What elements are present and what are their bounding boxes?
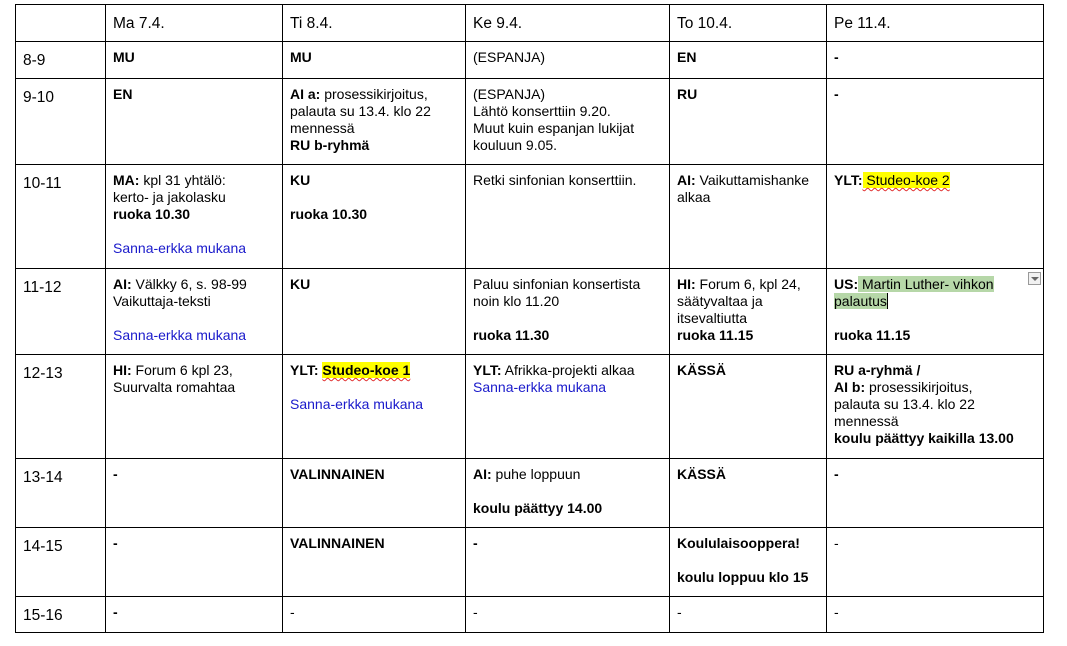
cell-fri-14-15[interactable]: -: [827, 528, 1044, 597]
cell-line: noin klo 11.20: [473, 293, 560, 309]
cell-line: koulu loppuu klo 15: [677, 569, 809, 585]
cell-wed-12-13[interactable]: [466, 355, 670, 459]
cell-line: Vaikuttaja-teksti: [113, 293, 211, 309]
time-slot-cell[interactable]: 12-13: [16, 355, 106, 459]
cell-line: KU: [290, 172, 311, 188]
blank-line: [113, 223, 275, 240]
cell-line: RU b-ryhmä: [290, 137, 370, 153]
blank-line: [473, 310, 662, 327]
cell-line: [677, 172, 819, 189]
cell-thu-12-13[interactable]: KÄSSÄ: [670, 355, 827, 459]
cell-line: ruoka 11.15: [834, 327, 911, 343]
corner-cell[interactable]: [16, 5, 106, 42]
cell-thu-11-12[interactable]: [670, 269, 827, 355]
cell-line: ruoka 10.30: [290, 206, 368, 222]
schedule-table: [15, 4, 1044, 633]
cell-line: kouluun 9.05.: [473, 137, 558, 153]
cell-mon-12-13[interactable]: [106, 355, 283, 459]
cell-line: [113, 172, 275, 189]
highlighted-text: Martin Luther- vihkon: [858, 276, 994, 292]
subject-label: AI:: [113, 276, 132, 292]
cell-fri-12-13[interactable]: [827, 355, 1044, 459]
subject-label: AI:: [677, 172, 696, 188]
cell-thu-13-14[interactable]: KÄSSÄ: [670, 459, 827, 528]
cell-line: [113, 276, 275, 293]
cell-mon-15-16[interactable]: -: [106, 597, 283, 633]
blank-line: [290, 189, 458, 206]
cell-wed-8-9[interactable]: (ESPANJA): [466, 42, 670, 79]
cell-line: Koululaisooppera!: [677, 535, 800, 551]
cell-fri-8-9[interactable]: -: [827, 42, 1044, 79]
cell-line: säätyvaltaa ja: [677, 293, 763, 309]
cell-line: [473, 362, 662, 379]
blank-line: [834, 310, 1036, 327]
cell-text: Afrikka-projekti alkaa: [501, 362, 635, 378]
time-slot-cell[interactable]: 10-11: [16, 165, 106, 269]
cell-line: Sanna-erkka mukana: [473, 379, 607, 395]
subject-label: AI a:: [290, 86, 321, 102]
cell-tue-15-16[interactable]: -: [283, 597, 466, 633]
table-row: [16, 528, 1044, 597]
subject-label: MA:: [113, 172, 140, 188]
highlighted-text: Studeo-koe 2: [862, 172, 950, 188]
cell-mon-13-14[interactable]: -: [106, 459, 283, 528]
cell-thu-8-9[interactable]: EN: [670, 42, 827, 79]
cell-tue-10-11[interactable]: [283, 165, 466, 269]
cell-thu-10-11[interactable]: [670, 165, 827, 269]
cell-line: mennessä: [290, 120, 355, 136]
cell-text: puhe loppuun: [491, 466, 581, 482]
cell-line: palauta su 13.4. klo 22: [290, 103, 431, 119]
cell-line: Lähtö konserttiin 9.20.: [473, 103, 611, 119]
cell-mon-14-15[interactable]: -: [106, 528, 283, 597]
cell-mon-10-11[interactable]: [106, 165, 283, 269]
cell-fri-13-14[interactable]: -: [827, 459, 1044, 528]
cell-line: itsevaltiutta: [677, 310, 748, 326]
cell-tue-13-14[interactable]: VALINNAINEN: [283, 459, 466, 528]
cell-line: [834, 293, 1036, 310]
time-slot-cell[interactable]: 11-12: [16, 269, 106, 355]
cell-wed-9-10[interactable]: [466, 79, 670, 165]
cell-text: prosessikirjoitus,: [865, 379, 973, 395]
cell-text: prosessikirjoitus,: [320, 86, 428, 102]
header-row: [16, 5, 1044, 42]
highlighted-text: Studeo-koe 1: [322, 362, 411, 378]
subject-label: HI:: [113, 362, 132, 378]
table-row: [16, 79, 1044, 165]
cell-text: Vaikuttamishanke: [695, 172, 810, 188]
table-row: [16, 459, 1044, 528]
cell-line: Suurvalta romahtaa: [113, 379, 236, 395]
subject-label: YLT:: [290, 362, 319, 378]
text-cursor: [887, 293, 888, 309]
cell-fri-15-16[interactable]: -: [827, 597, 1044, 633]
table-row: [16, 269, 1044, 355]
cell-line: [113, 362, 275, 379]
cell-line: Paluu sinfonian konsertista: [473, 276, 641, 292]
cell-line: Sanna-erkka mukana: [113, 240, 247, 256]
cell-line: RU a-ryhmä /: [834, 362, 921, 378]
subject-label: AI:: [473, 466, 492, 482]
cell-line: [834, 379, 1036, 396]
cell-fri-9-10[interactable]: -: [827, 79, 1044, 165]
highlighted-text: palautus: [834, 293, 887, 309]
time-slot-cell[interactable]: 9-10: [16, 79, 106, 165]
cell-wed-15-16[interactable]: -: [466, 597, 670, 633]
cell-wed-14-15[interactable]: -: [466, 528, 670, 597]
cell-tue-8-9[interactable]: MU: [283, 42, 466, 79]
cell-mon-11-12[interactable]: [106, 269, 283, 355]
day-header-thursday[interactable]: To 10.4.: [670, 5, 827, 42]
table-row: [16, 165, 1044, 269]
cell-text: Forum 6 kpl 23,: [131, 362, 233, 378]
day-header-monday[interactable]: Ma 7.4.: [106, 5, 283, 42]
cell-wed-10-11[interactable]: Retki sinfonian konserttiin.: [466, 165, 670, 269]
cell-line: palauta su 13.4. klo 22: [834, 396, 975, 412]
cell-text: Välkky 6, s. 98-99: [131, 276, 247, 292]
blank-line: [473, 483, 662, 500]
cell-line: koulu päättyy 14.00: [473, 500, 603, 516]
cell-fri-10-11[interactable]: [827, 165, 1044, 269]
time-slot-cell[interactable]: 8-9: [16, 42, 106, 79]
cell-text: kpl 31 yhtälö:: [139, 172, 226, 188]
cell-line: Muut kuin espanjan lukijat: [473, 120, 635, 136]
cell-line: koulu päättyy kaikilla 13.00: [834, 430, 1014, 446]
subject-label: HI:: [677, 276, 696, 292]
cell-line: [473, 466, 662, 483]
cell-text: Forum 6, kpl 24,: [695, 276, 801, 292]
cell-line: ruoka 11.30: [473, 327, 550, 343]
table-row: [16, 597, 1044, 633]
subject-label: YLT:: [473, 362, 502, 378]
cell-wed-11-12[interactable]: [466, 269, 670, 355]
cell-tue-14-15[interactable]: VALINNAINEN: [283, 528, 466, 597]
cell-line: alkaa: [677, 189, 711, 205]
cell-wed-13-14[interactable]: [466, 459, 670, 528]
cell-mon-8-9[interactable]: MU: [106, 42, 283, 79]
cell-line: [834, 172, 1036, 189]
cell-tue-9-10[interactable]: [283, 79, 466, 165]
day-header-tuesday[interactable]: Ti 8.4.: [283, 5, 466, 42]
cell-line: mennessä: [834, 413, 899, 429]
cell-line: ruoka 11.15: [677, 327, 754, 343]
cell-thu-15-16[interactable]: -: [670, 597, 827, 633]
time-slot-cell[interactable]: 13-14: [16, 459, 106, 528]
time-slot-cell[interactable]: 14-15: [16, 528, 106, 597]
cell-line: Sanna-erkka mukana: [290, 396, 424, 412]
cell-mon-9-10[interactable]: EN: [106, 79, 283, 165]
blank-line: [113, 310, 275, 327]
cell-tue-11-12[interactable]: KU: [283, 269, 466, 355]
cell-line: [290, 86, 458, 103]
cell-dropdown-icon[interactable]: [1028, 272, 1041, 285]
cell-line: [677, 276, 819, 293]
subject-label: AI b:: [834, 379, 866, 395]
time-slot-cell[interactable]: 15-16: [16, 597, 106, 633]
subject-label: US:: [834, 276, 859, 292]
cell-thu-9-10[interactable]: RU: [670, 79, 827, 165]
cell-line: ruoka 10.30: [113, 206, 191, 222]
cell-fri-11-12[interactable]: [827, 269, 1044, 355]
cell-tue-12-13[interactable]: [283, 355, 466, 459]
blank-line: [290, 379, 458, 396]
cell-line: Sanna-erkka mukana: [113, 327, 247, 343]
day-header-wednesday[interactable]: Ke 9.4.: [466, 5, 670, 42]
blank-line: [677, 552, 819, 569]
day-header-friday[interactable]: Pe 11.4.: [827, 5, 1044, 42]
cell-line: kerto- ja jakolasku: [113, 189, 226, 205]
cell-line: (ESPANJA): [473, 86, 546, 102]
table-row: [16, 355, 1044, 459]
subject-label: YLT:: [834, 172, 863, 188]
cell-line: [834, 276, 1036, 293]
table-row: [16, 42, 1044, 79]
cell-thu-14-15[interactable]: [670, 528, 827, 597]
cell-line: [290, 362, 458, 379]
